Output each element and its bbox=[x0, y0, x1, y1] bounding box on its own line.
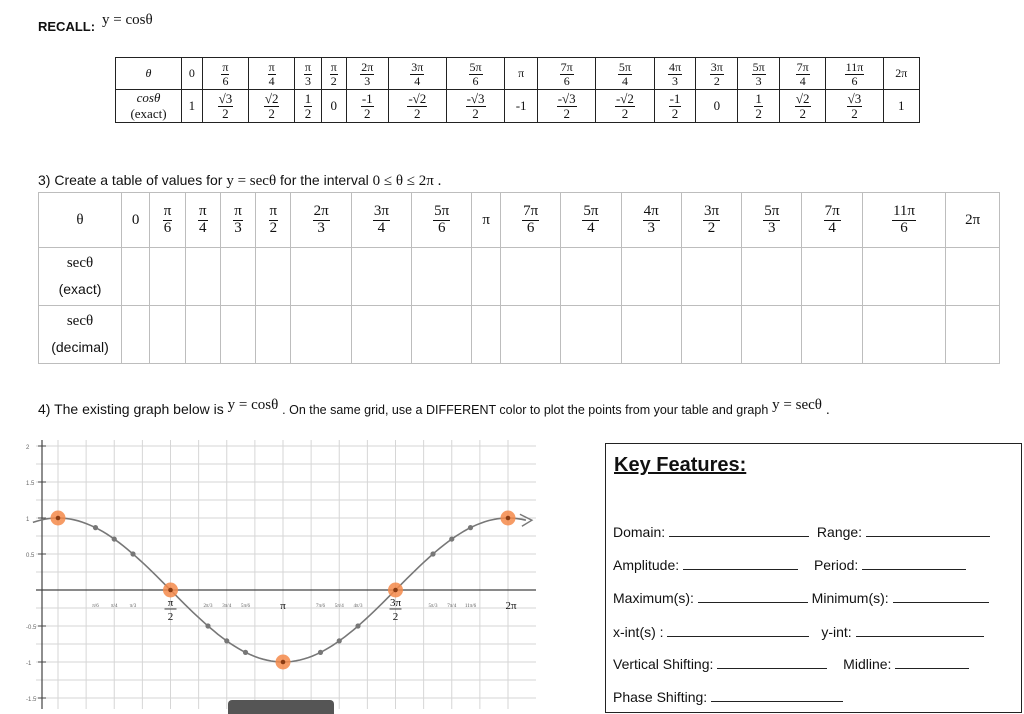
sec-exact-label-2: (exact) bbox=[58, 281, 102, 298]
q3-interval: 0 ≤ θ ≤ 2π . bbox=[372, 173, 442, 189]
cos-point bbox=[318, 650, 323, 655]
sec-angle-cell: $\frac{7\pi}{4}$ bbox=[802, 193, 862, 248]
sec-angle-cell: $\frac{\pi}{4}$ bbox=[185, 193, 220, 248]
sec-angle-cell: $\frac{11\pi}{6}$ bbox=[862, 193, 945, 248]
sec-angle-cell: $\frac{4\pi}{3}$ bbox=[621, 193, 681, 248]
q3-prefix: 3) Create a table of values for bbox=[38, 172, 223, 188]
recall-angle-cell: 0 bbox=[182, 58, 203, 90]
sec-exact-blank-cell[interactable] bbox=[681, 248, 741, 306]
recall-equation: y = cosθ bbox=[102, 12, 153, 28]
sec-exact-blank-cell[interactable] bbox=[291, 248, 351, 306]
question-4 bbox=[38, 397, 830, 419]
recall-cos-value-cell: $\frac{-√3}{2}$ bbox=[446, 90, 504, 123]
cos-point bbox=[337, 638, 342, 643]
cos-curve-arrow bbox=[520, 514, 532, 526]
sec-angle-cell: $\frac{3\pi}{2}$ bbox=[681, 193, 741, 248]
recall-angle-cell: $\frac{2\pi}{3}$ bbox=[346, 58, 388, 90]
q3-middle: for the interval bbox=[280, 172, 369, 188]
recall-angle-row bbox=[116, 58, 920, 90]
cos-key-point-center bbox=[393, 588, 398, 593]
kf-minimum-blank[interactable] bbox=[893, 601, 989, 603]
kf-period-blank[interactable] bbox=[862, 568, 966, 570]
sec-decimal-header bbox=[39, 306, 122, 364]
recall-cos-value-cell: 1 bbox=[883, 90, 919, 123]
recall-angle-cell: $\frac{7\pi}{4}$ bbox=[780, 58, 826, 90]
recall-cos-label: cosθ bbox=[136, 90, 161, 105]
cos-key-point-center bbox=[281, 660, 286, 665]
recall-angle-cell: $\frac{5\pi}{6}$ bbox=[446, 58, 504, 90]
sec-decimal-blank-cell[interactable] bbox=[220, 306, 255, 364]
key-features-box bbox=[605, 443, 1022, 713]
kf-amplitude-row bbox=[613, 557, 966, 573]
question-3 bbox=[38, 172, 441, 190]
sec-angle-cell: 2π bbox=[946, 193, 1000, 248]
kf-maximum-row bbox=[613, 590, 989, 606]
sec-exact-blank-cell[interactable] bbox=[351, 248, 411, 306]
x-label-three-pi-over-2-numerator: 3π bbox=[389, 597, 402, 609]
kf-domain-row bbox=[613, 524, 990, 540]
y-tick-label: 1.5 bbox=[26, 481, 35, 487]
x-small-tick-label: 5π/3 bbox=[428, 604, 438, 609]
q4-suffix: . bbox=[825, 401, 830, 417]
sec-angle-cell: $\frac{\pi}{6}$ bbox=[150, 193, 185, 248]
kf-minimum-label: Minimum(s): bbox=[811, 590, 889, 606]
sec-angle-cell: $\frac{5\pi}{6}$ bbox=[412, 193, 472, 248]
kf-phase-blank[interactable] bbox=[711, 700, 843, 702]
sec-exact-blank-cell[interactable] bbox=[500, 248, 560, 306]
cos-point bbox=[130, 551, 135, 556]
kf-midline-label: Midline: bbox=[843, 656, 892, 672]
recall-angle-cell: $\frac{3\pi}{2}$ bbox=[696, 58, 738, 90]
sec-decimal-blank-cell[interactable] bbox=[291, 306, 351, 364]
sec-exact-blank-cell[interactable] bbox=[802, 248, 862, 306]
sec-decimal-blank-cell[interactable] bbox=[681, 306, 741, 364]
kf-range-blank[interactable] bbox=[866, 535, 990, 537]
recall-angle-cell: $\frac{11\pi}{6}$ bbox=[826, 58, 883, 90]
recall-angle-cell: $\frac{\pi}{2}$ bbox=[321, 58, 346, 90]
cos-point bbox=[93, 525, 98, 530]
x-small-tick-label: 4π/3 bbox=[353, 604, 363, 609]
sec-angle-cell: π bbox=[472, 193, 501, 248]
recall-cos-value-cell: $\frac{-√2}{2}$ bbox=[596, 90, 654, 123]
kf-domain-label: Domain: bbox=[613, 524, 666, 540]
sec-theta-label: θ bbox=[76, 211, 84, 228]
kf-xint-blank[interactable] bbox=[667, 635, 809, 637]
recall-angle-cell: $\frac{3\pi}{4}$ bbox=[388, 58, 446, 90]
x-small-tick-label: π/3 bbox=[129, 604, 137, 609]
kf-midline-blank[interactable] bbox=[895, 667, 969, 669]
recall-angle-cell: $\frac{5\pi}{3}$ bbox=[738, 58, 780, 90]
sec-exact-blank-cell[interactable] bbox=[256, 248, 291, 306]
cos-key-point-center bbox=[168, 588, 173, 593]
sec-exact-label-1: secθ bbox=[66, 255, 94, 272]
sec-exact-header bbox=[39, 248, 122, 306]
x-small-tick-label: 3π/4 bbox=[222, 604, 232, 609]
recall-angle-cell: $\frac{7\pi}{6}$ bbox=[538, 58, 596, 90]
sec-exact-blank-cell[interactable] bbox=[946, 248, 1000, 306]
recall-value-row bbox=[116, 90, 920, 123]
kf-vshift-blank[interactable] bbox=[717, 667, 827, 669]
cos-graph bbox=[26, 440, 536, 709]
kf-amplitude-blank[interactable] bbox=[683, 568, 798, 570]
recall-cos-value-cell: $\frac{√3}{2}$ bbox=[826, 90, 883, 123]
x-small-tick-label: 11π/6 bbox=[464, 604, 477, 609]
sec-decimal-label-2: (decimal) bbox=[51, 339, 109, 356]
sec-exact-blank-cell[interactable] bbox=[561, 248, 621, 306]
sec-exact-row bbox=[39, 248, 1000, 306]
sec-angle-cell: 0 bbox=[122, 193, 150, 248]
sec-decimal-label-1: secθ bbox=[66, 313, 94, 330]
sec-exact-blank-cell[interactable] bbox=[220, 248, 255, 306]
recall-angle-cell: $\frac{5\pi}{4}$ bbox=[596, 58, 654, 90]
y-tick-label: 2 bbox=[26, 445, 30, 451]
y-tick-label: -0.5 bbox=[26, 625, 37, 631]
kf-yint-label: y-int: bbox=[821, 624, 852, 640]
sec-theta-header bbox=[39, 193, 122, 248]
sec-decimal-blank-cell[interactable] bbox=[742, 306, 802, 364]
sec-decimal-blank-cell[interactable] bbox=[150, 306, 185, 364]
recall-cos-value-cell: 1 bbox=[182, 90, 203, 123]
sec-values-table bbox=[38, 192, 1000, 364]
recall-cos-value-cell: $\frac{√2}{2}$ bbox=[780, 90, 826, 123]
y-tick-label: -1 bbox=[26, 661, 32, 667]
x-label-pi-over-2-denominator: 2 bbox=[167, 611, 174, 623]
x-small-tick-label: 7π/6 bbox=[316, 604, 325, 609]
sec-decimal-blank-cell[interactable] bbox=[561, 306, 621, 364]
recall-angle-cell: 2π bbox=[883, 58, 919, 90]
cos-key-point-center bbox=[506, 516, 511, 521]
x-label-three-pi-over-2-denominator: 2 bbox=[392, 611, 399, 623]
sec-decimal-blank-cell[interactable] bbox=[500, 306, 560, 364]
sec-exact-blank-cell[interactable] bbox=[742, 248, 802, 306]
kf-yint-blank[interactable] bbox=[856, 635, 984, 637]
recall-cos-value-cell: 0 bbox=[696, 90, 738, 123]
cos-point bbox=[449, 536, 454, 541]
recall-cos-value-cell: 0 bbox=[321, 90, 346, 123]
recall-cos-value-cell: $\frac{-1}{2}$ bbox=[654, 90, 696, 123]
q3-function: y = secθ bbox=[226, 173, 277, 189]
recall-cos-value-cell: $\frac{1}{2}$ bbox=[295, 90, 321, 123]
kf-shift-row bbox=[613, 656, 969, 672]
kf-period-label: Period: bbox=[813, 557, 859, 573]
recall-cos-header bbox=[116, 90, 182, 123]
cos-point bbox=[355, 623, 360, 628]
page-tab bbox=[228, 700, 334, 714]
x-small-tick-label: π/4 bbox=[111, 604, 118, 609]
kf-xint-label: x-int(s) : bbox=[613, 624, 664, 640]
y-tick-label: -1.5 bbox=[26, 697, 37, 703]
q4-function-1: y = cosθ bbox=[227, 397, 279, 413]
recall-cos-table bbox=[115, 57, 920, 123]
kf-phase-label: Phase Shifting: bbox=[613, 689, 708, 705]
x-small-tick-label: 5π/6 bbox=[241, 604, 250, 609]
sec-decimal-blank-cell[interactable] bbox=[472, 306, 501, 364]
y-tick-label: 0.5 bbox=[26, 553, 35, 559]
sec-decimal-blank-cell[interactable] bbox=[122, 306, 150, 364]
key-features-title: Key Features: bbox=[614, 454, 747, 476]
sec-exact-blank-cell[interactable] bbox=[621, 248, 681, 306]
sec-angle-cell: $\frac{\pi}{3}$ bbox=[220, 193, 255, 248]
recall-exact-label: (exact) bbox=[130, 106, 167, 121]
x-small-tick-label: 7π/4 bbox=[447, 604, 457, 609]
kf-vshift-label: Vertical Shifting: bbox=[613, 656, 714, 672]
x-small-tick-label: 2π/3 bbox=[203, 604, 213, 609]
sec-decimal-blank-cell[interactable] bbox=[862, 306, 945, 364]
sec-angle-cell: $\frac{7\pi}{6}$ bbox=[500, 193, 560, 248]
cos-point bbox=[112, 536, 117, 541]
kf-range-label: Range: bbox=[816, 524, 863, 540]
kf-domain-blank[interactable] bbox=[669, 535, 809, 537]
recall-cos-value-cell: $\frac{1}{2}$ bbox=[738, 90, 780, 123]
kf-maximum-blank[interactable] bbox=[698, 601, 808, 603]
sec-angle-cell: $\frac{2\pi}{3}$ bbox=[291, 193, 351, 248]
sec-angle-cell: $\frac{3\pi}{4}$ bbox=[351, 193, 411, 248]
sec-decimal-blank-cell[interactable] bbox=[351, 306, 411, 364]
recall-angle-cell: $\frac{\pi}{4}$ bbox=[249, 58, 295, 90]
q4-middle: . On the same grid, use a DIFFERENT color to plot the points from your table and graph bbox=[282, 403, 769, 417]
x-label-pi: π bbox=[280, 600, 286, 612]
sec-decimal-blank-cell[interactable] bbox=[946, 306, 1000, 364]
sec-exact-blank-cell[interactable] bbox=[150, 248, 185, 306]
recall-cos-value-cell: -1 bbox=[505, 90, 538, 123]
q4-prefix: 4) The existing graph below is bbox=[38, 401, 224, 417]
sec-decimal-blank-cell[interactable] bbox=[621, 306, 681, 364]
sec-angle-cell: $\frac{5\pi}{3}$ bbox=[742, 193, 802, 248]
kf-intercept-row bbox=[613, 624, 984, 640]
sec-exact-blank-cell[interactable] bbox=[472, 248, 501, 306]
q4-function-2: y = secθ bbox=[772, 397, 822, 413]
sec-decimal-blank-cell[interactable] bbox=[256, 306, 291, 364]
kf-amplitude-label: Amplitude: bbox=[613, 557, 680, 573]
x-label-two-pi: 2π bbox=[505, 600, 517, 612]
sec-angle-row bbox=[39, 193, 1000, 248]
y-tick-label: 1 bbox=[26, 517, 30, 523]
x-small-tick-label: π/6 bbox=[92, 604, 99, 609]
recall-theta-header: θ bbox=[116, 58, 182, 90]
recall-cos-value-cell: $\frac{-√3}{2}$ bbox=[538, 90, 596, 123]
cos-point bbox=[224, 638, 229, 643]
recall-cos-value-cell: $\frac{√3}{2}$ bbox=[202, 90, 248, 123]
x-small-tick-label: 5π/4 bbox=[334, 604, 344, 609]
sec-decimal-row bbox=[39, 306, 1000, 364]
cos-key-point-center bbox=[56, 516, 61, 521]
cos-point bbox=[243, 650, 248, 655]
sec-exact-blank-cell[interactable] bbox=[862, 248, 945, 306]
recall-label: RECALL: bbox=[38, 19, 96, 34]
sec-decimal-blank-cell[interactable] bbox=[802, 306, 862, 364]
x-label-pi-over-2-numerator: π bbox=[167, 597, 174, 609]
recall-angle-cell: $\frac{\pi}{3}$ bbox=[295, 58, 321, 90]
recall-cos-value-cell: $\frac{√2}{2}$ bbox=[249, 90, 295, 123]
kf-maximum-label: Maximum(s): bbox=[613, 590, 694, 606]
sec-angle-cell: $\frac{\pi}{2}$ bbox=[256, 193, 291, 248]
sec-exact-blank-cell[interactable] bbox=[185, 248, 220, 306]
sec-decimal-blank-cell[interactable] bbox=[412, 306, 472, 364]
recall-angle-cell: π bbox=[505, 58, 538, 90]
sec-angle-cell: $\frac{5\pi}{4}$ bbox=[561, 193, 621, 248]
cos-point bbox=[205, 623, 210, 628]
kf-phase-row bbox=[613, 689, 843, 705]
sec-decimal-blank-cell[interactable] bbox=[185, 306, 220, 364]
sec-exact-blank-cell[interactable] bbox=[122, 248, 150, 306]
sec-exact-blank-cell[interactable] bbox=[412, 248, 472, 306]
recall-angle-cell: $\frac{4\pi}{3}$ bbox=[654, 58, 696, 90]
cos-point bbox=[430, 551, 435, 556]
recall-cos-value-cell: $\frac{-√2}{2}$ bbox=[388, 90, 446, 123]
recall-cos-value-cell: $\frac{-1}{2}$ bbox=[346, 90, 388, 123]
recall-angle-cell: $\frac{\pi}{6}$ bbox=[202, 58, 248, 90]
cos-point bbox=[468, 525, 473, 530]
